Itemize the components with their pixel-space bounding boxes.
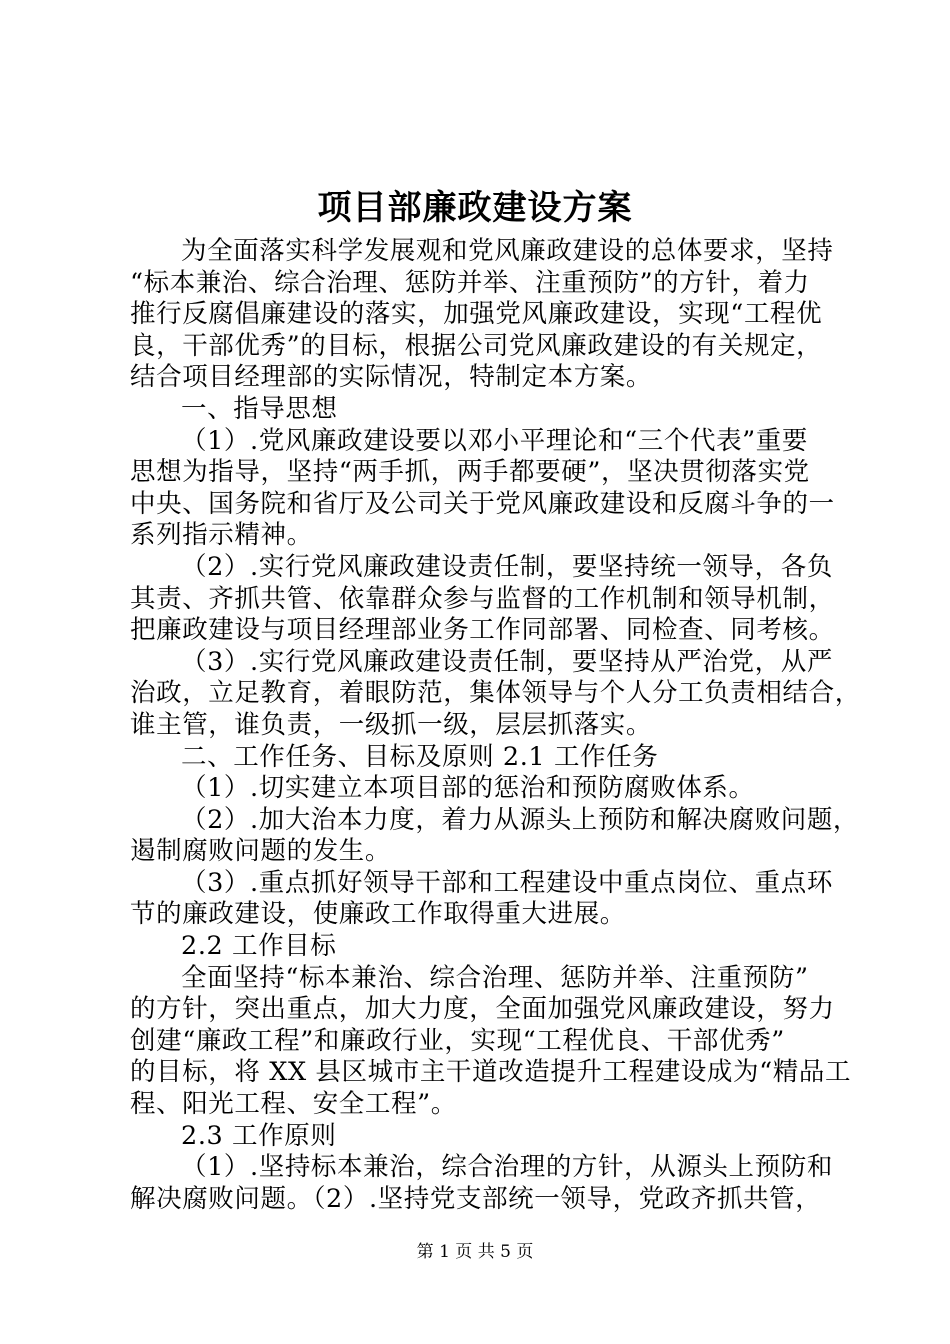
text-line: 思想为指导，坚持“两手抓，两手都要硬”，坚决贯彻落实党: [130, 457, 810, 488]
text-line: （1）.坚持标本兼治，综合治理的方针，从源头上预防和: [181, 1152, 833, 1183]
text-line: 的目标，将 XX 县区城市主干道改造提升工程建设成为“精品工: [130, 1057, 852, 1088]
text-line: 中央、国务院和省厅及公司关于党风廉政建设和反腐斗争的一: [130, 488, 835, 519]
page-footer: 第 1 页 共 5 页: [416, 1242, 534, 1262]
text-line: （2）.实行党风廉政建设责任制，要坚持统一领导，各负: [181, 551, 833, 582]
text-line: 节的廉政建设，使廉政工作取得重大进展。: [130, 899, 626, 930]
text-line: 治政，立足教育，着眼防范，集体领导与个人分工负责相结合，: [130, 678, 861, 709]
text-line: 谁主管，谁负责，一级抓一级，层层抓落实。: [130, 709, 653, 740]
text-line: （3）.实行党风廉政建设责任制，要坚持从严治党，从严: [181, 646, 833, 677]
text-line: 为全面落实科学发展观和党风廉政建设的总体要求，坚持: [181, 236, 834, 266]
text-line: 一、指导思想: [181, 393, 338, 424]
document-body: [130, 236, 861, 1215]
text-line: 程、阳光工程、安全工程”。: [130, 1089, 457, 1120]
text-line: （3）.重点抓好领导干部和工程建设中重点岗位、重点环: [181, 867, 833, 898]
text-line: 解决腐败问题。（2）.坚持党支部统一领导，党政齐抓共管，: [130, 1183, 822, 1214]
text-line: 二、工作任务、目标及原则 2.1 工作任务: [181, 741, 659, 772]
text-line: 系列指示精神。: [130, 520, 313, 551]
text-line: （1）.党风廉政建设要以邓小平理论和“三个代表”重要: [181, 425, 809, 456]
text-line: 其责、齐抓共管、依靠群众参与监督的工作机制和领导机制，: [130, 583, 835, 614]
text-line: “标本兼治、综合治理、惩防并举、注重预防”的方针，着力: [130, 267, 810, 298]
text-line: （1）.切实建立本项目部的惩治和预防腐败体系。: [181, 773, 755, 804]
text-line: 全面坚持“标本兼治、综合治理、惩防并举、注重预防”: [181, 962, 809, 993]
text-line: 的方针，突出重点，加大力度，全面加强党风廉政建设，努力: [130, 994, 835, 1025]
text-line: 把廉政建设与项目经理部业务工作同部署、同检查、同考核。: [130, 615, 835, 646]
document-title: 项目部廉政建设方案: [317, 188, 633, 228]
text-line: 结合项目经理部的实际情况，特制定本方案。: [130, 362, 653, 393]
text-line: 推行反腐倡廉建设的落实，加强党风廉政建设，实现“工程优: [130, 299, 823, 330]
text-line: （2）.加大治本力度，着力从源头上预防和解决腐败问题，: [181, 804, 860, 835]
text-line: 2.3 工作原则: [181, 1120, 337, 1151]
text-line: 良，干部优秀”的目标，根据公司党风廉政建设的有关规定，: [130, 330, 823, 361]
text-line: 创建“廉政工程”和廉政行业，实现“工程优良、干部优秀”: [130, 1025, 785, 1056]
text-line: 2.2 工作目标: [181, 931, 337, 962]
text-line: 遏制腐败问题的发生。: [130, 836, 392, 867]
